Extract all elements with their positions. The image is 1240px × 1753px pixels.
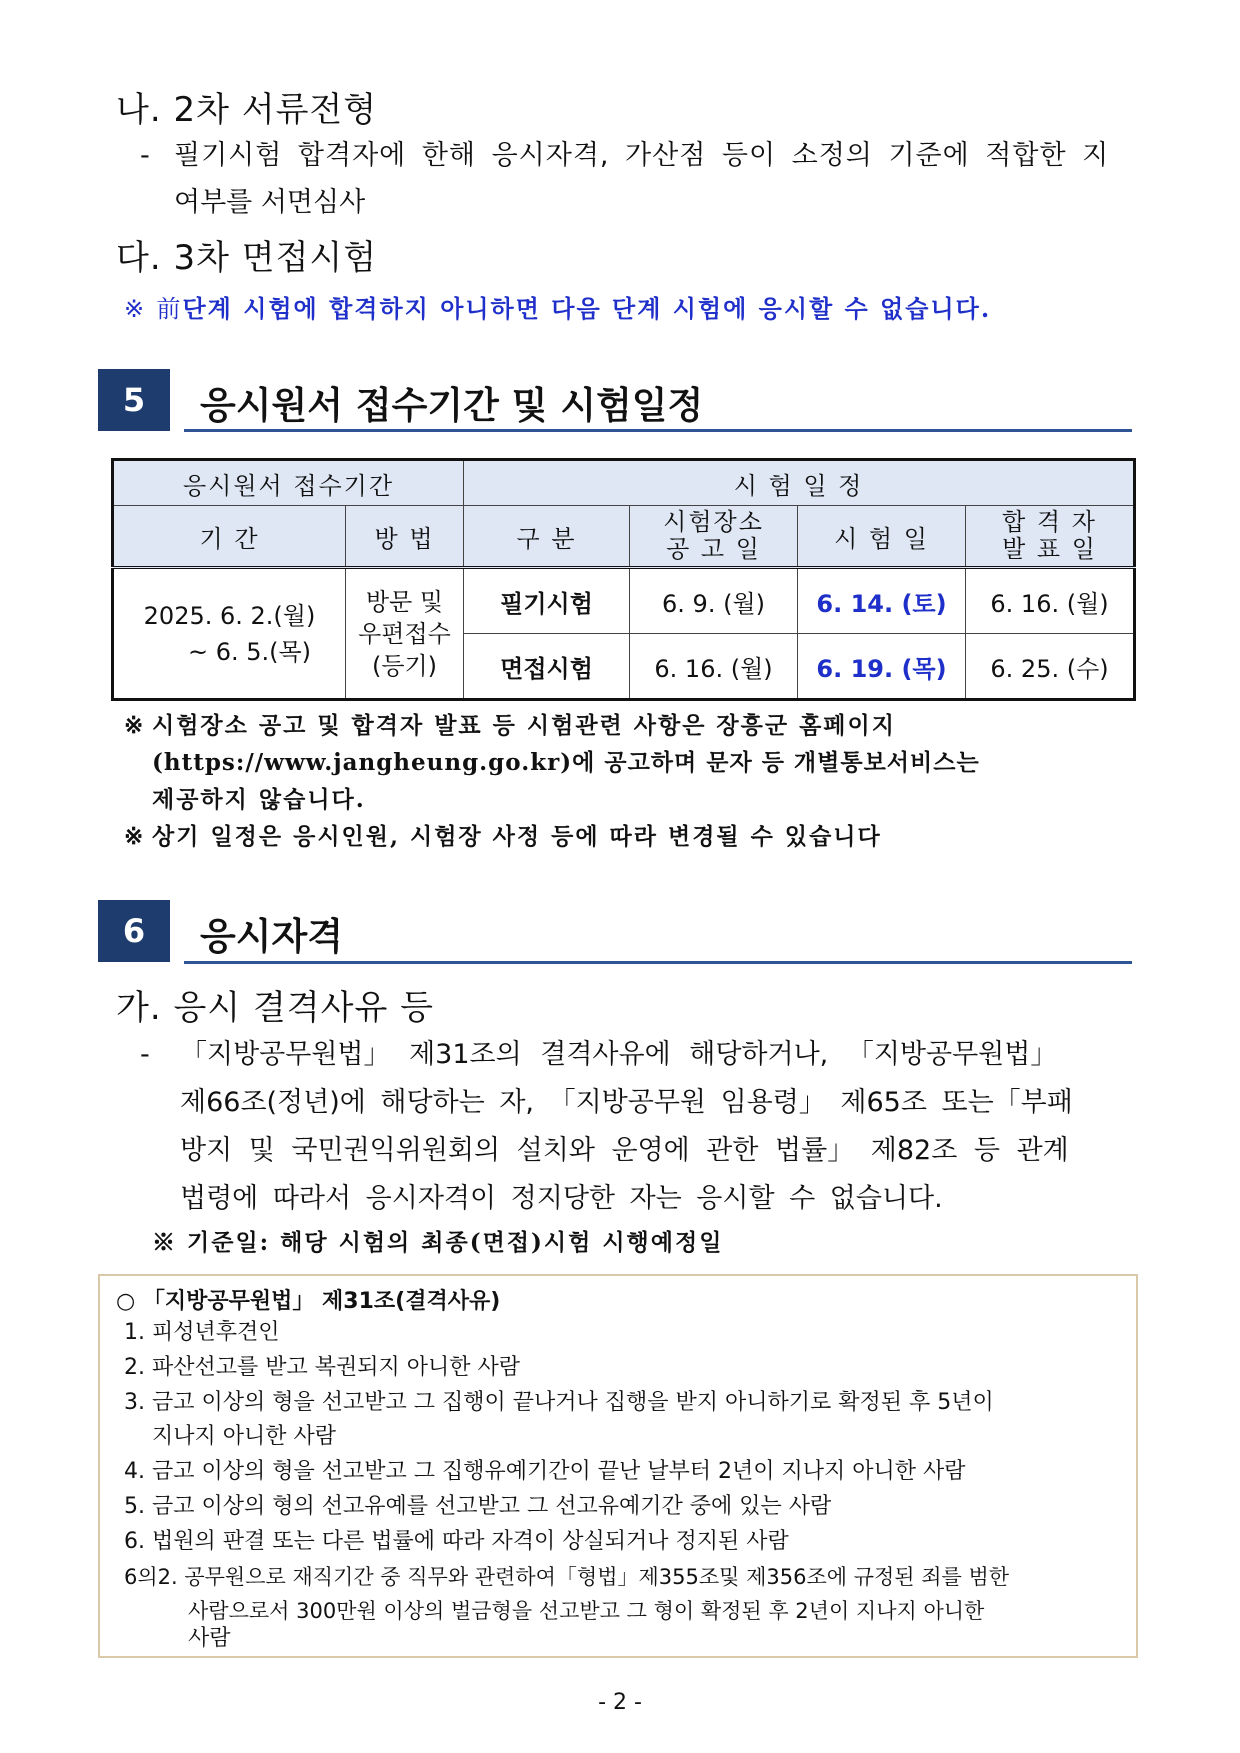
- blue-notice: [124, 289, 991, 324]
- cell-method: [346, 568, 464, 700]
- section-rule-5: [184, 429, 1132, 432]
- heading-na: 나. 2차 서류전형: [116, 90, 378, 130]
- article-31-box: [98, 1274, 1138, 1658]
- note1-line2: (https://www.jangheung.go.kr)에 공고하며 문자 등 개별통보서비스는: [152, 749, 980, 776]
- note1-mark: ※: [124, 712, 146, 739]
- heading-ga: 가. 응시 결격사유 등: [116, 988, 434, 1028]
- dash: -: [140, 1039, 150, 1070]
- note2-text: 상기 일정은 응시인원, 시험장 사정 등에 따라 변경될 수 있습니다: [152, 823, 882, 850]
- method-line3: (등기): [371, 651, 438, 680]
- header-method: 방 법: [346, 506, 464, 568]
- row-result: 6. 16. (월): [966, 568, 1135, 634]
- header-result-line2: 발 표 일: [1002, 535, 1097, 563]
- section-number-5: 5: [98, 369, 170, 431]
- schedule-table: [111, 458, 1136, 701]
- row-notice: 6. 9. (월): [630, 568, 798, 634]
- notice-text: 단계 시험에 합격하지 아니하면 다음 단계 시험에 응시할 수 없습니다.: [182, 294, 992, 323]
- row-exam: 6. 14. (토): [798, 568, 966, 634]
- method-line2: 우편접수: [358, 619, 451, 648]
- notice-mark: ※: [124, 295, 147, 323]
- box-title: ○ 「지방공무원법」 제31조(결격사유): [116, 1289, 501, 1314]
- period-line2: ~ 6. 5.(목): [187, 637, 312, 666]
- header-schedule: 시 험 일 정: [464, 460, 1135, 506]
- cell-period: [113, 568, 346, 700]
- heading-da: 다. 3차 면접시험: [116, 238, 378, 278]
- row-notice: 6. 16. (월): [630, 634, 798, 700]
- header-result-line1: 합 격 자: [1002, 508, 1097, 536]
- header-result: [966, 506, 1135, 568]
- section-title-6: 응시자격: [200, 915, 343, 958]
- ga-line-2: 제66조(정년)에 해당하는 자, 「지방공무원 임용령」 제65조 또는「부패: [180, 1087, 1073, 1118]
- na-line-1: 필기시험 합격자에 한해 응시자격, 가산점 등이 소정의 기준에 적합한 지: [174, 140, 1110, 171]
- box-item: 5. 금고 이상의 형의 선고유예를 선고받고 그 선고유예기간 중에 있는 사람: [124, 1494, 832, 1519]
- box-item: 사람으로서 300만원 이상의 벌금형을 선고받고 그 형이 확정된 후 2년이 지나지 아니한: [188, 1599, 985, 1623]
- box-item: 4. 금고 이상의 형을 선고받고 그 집행유예기간이 끝난 날부터 2년이 지나지 아니한 사람: [124, 1459, 966, 1484]
- section-title-5: 응시원서 접수기간 및 시험일정: [200, 384, 704, 427]
- box-item: 6의2. 공무원으로 재직기간 중 직무와 관련하여「형법」제355조및 제356조에 규정된 죄를 범한: [124, 1565, 1010, 1589]
- method-line1: 방문 및: [365, 587, 444, 616]
- box-item: 사람: [188, 1626, 231, 1651]
- header-examday: 시 험 일: [798, 506, 966, 568]
- header-receipt: 응시원서 접수기간: [113, 460, 464, 506]
- header-notice: [630, 506, 798, 568]
- note1-line3: 제공하지 않습니다.: [152, 786, 366, 813]
- row-type: 면접시험: [464, 634, 630, 700]
- na-line-2: 여부를 서면심사: [174, 187, 366, 218]
- row-type: 필기시험: [464, 568, 630, 634]
- header-type: 구 분: [464, 506, 630, 568]
- section-rule-6: [184, 961, 1132, 964]
- box-item: 6. 법원의 판결 또는 다른 법률에 따라 자격이 상실되거나 정지된 사람: [124, 1529, 789, 1554]
- row-exam: 6. 19. (목): [798, 634, 966, 700]
- header-period: 기 간: [113, 506, 346, 568]
- dash: -: [140, 140, 150, 171]
- note2-mark: ※: [124, 823, 146, 850]
- ga-line-3: 방지 및 국민권익위원회의 설치와 운영에 관한 법률」 제82조 등 관계: [180, 1135, 1069, 1166]
- page-number: - 2 -: [598, 1690, 642, 1715]
- header-notice-line2: 공 고 일: [666, 535, 761, 563]
- note1-line1: 시험장소 공고 및 합격자 발표 등 시험관련 사항은 장흥군 홈페이지: [152, 712, 896, 739]
- box-item: 2. 파산선고를 받고 복권되지 아니한 사람: [124, 1355, 520, 1380]
- section-number-6: 6: [98, 900, 170, 962]
- ga-line-1: 「지방공무원법」 제31조의 결격사유에 해당하거나, 「지방공무원법」: [180, 1039, 1058, 1070]
- box-item: 지나지 아니한 사람: [152, 1424, 337, 1449]
- header-notice-line1: 시험장소: [663, 508, 764, 536]
- base-date-note: ※ 기준일: 해당 시험의 최종(면접)시험 시행예정일: [152, 1229, 724, 1256]
- period-line1: 2025. 6. 2.(월): [143, 601, 316, 630]
- row-result: 6. 25. (수): [966, 634, 1135, 700]
- ga-line-4: 법령에 따라서 응시자격이 정지당한 자는 응시할 수 없습니다.: [180, 1183, 943, 1214]
- box-item: 3. 금고 이상의 형을 선고받고 그 집행이 끝나거나 집행을 받지 아니하기로 확정된 후 5년이: [124, 1390, 994, 1415]
- notice-prefix: 前: [156, 295, 183, 323]
- box-item: 1. 피성년후견인: [124, 1320, 280, 1345]
